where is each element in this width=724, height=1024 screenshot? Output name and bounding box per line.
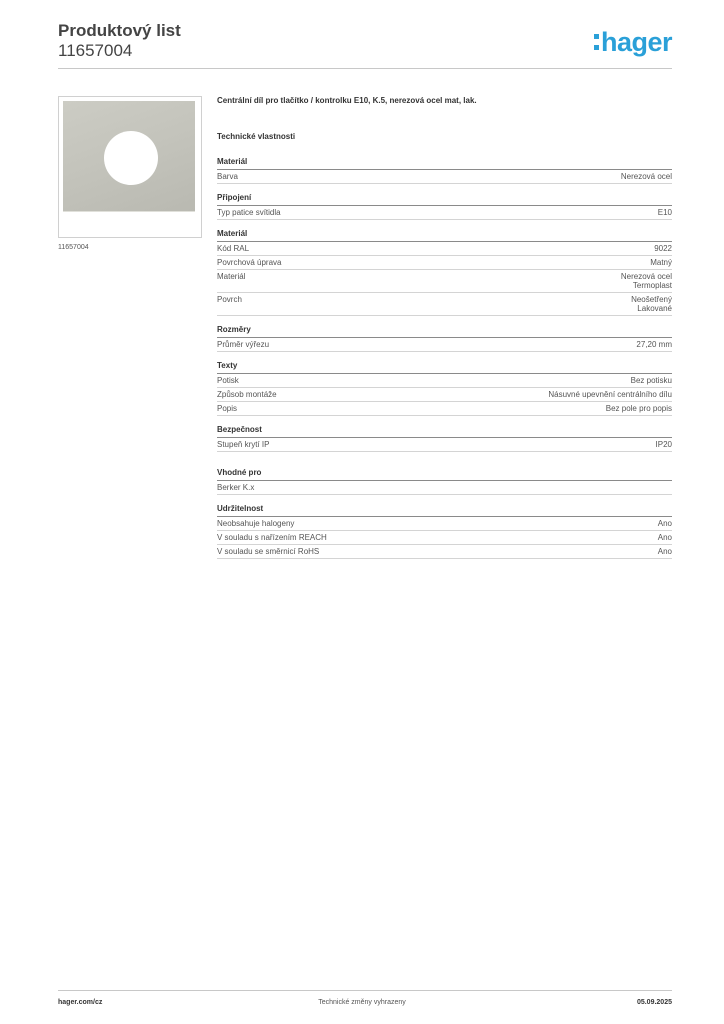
spec-value-line: Ano <box>657 519 672 528</box>
spec-label: Popis <box>217 404 238 413</box>
spec-value-line: Lakované <box>637 304 672 313</box>
spec-row <box>217 256 672 270</box>
spec-label: Povrch <box>217 295 242 304</box>
spec-row <box>217 545 672 559</box>
spec-value-line: Bez potisku <box>630 376 672 385</box>
section-heading: Materiál <box>217 229 672 242</box>
spec-row <box>217 438 672 452</box>
header-divider <box>58 68 672 69</box>
spec-value-line: Násuvné upevnění centrálního dílu <box>548 390 672 399</box>
spec-label: V souladu se směrnicí RoHS <box>217 547 320 556</box>
spec-section <box>217 504 672 559</box>
spec-value <box>658 533 672 542</box>
section-heading: Udržitelnost <box>217 504 672 517</box>
document-title: Produktový list <box>58 21 181 40</box>
spec-row <box>217 293 672 316</box>
specification-panel <box>217 96 672 568</box>
spec-value-line: Ano <box>657 547 672 556</box>
spec-value <box>650 258 672 267</box>
spec-label: Materiál <box>217 272 246 281</box>
spec-value-line: Nerezová ocel <box>620 172 672 181</box>
footer-disclaimer: Technické změny vyhrazeny <box>318 999 406 1006</box>
spec-section <box>217 425 672 452</box>
spec-row <box>217 517 672 531</box>
footer-website[interactable]: hager.com/cz <box>58 999 103 1006</box>
spec-value-line: Nerezová ocel <box>620 272 672 281</box>
spec-label: Průměr výřezu <box>217 340 270 349</box>
spec-value <box>631 376 672 385</box>
logo-colon-mark <box>594 34 599 50</box>
spec-value <box>654 244 672 253</box>
hager-logo[interactable] <box>594 28 672 56</box>
spec-value <box>621 272 672 290</box>
footer-divider <box>58 990 672 991</box>
spec-label: Kód RAL <box>217 244 250 253</box>
spec-value <box>621 172 672 181</box>
plate-hole <box>104 131 158 185</box>
spec-value-line: Neošetřený <box>631 295 672 304</box>
section-heading: Texty <box>217 361 672 374</box>
spec-value <box>658 519 672 528</box>
technical-properties-title: Technické vlastnosti <box>217 132 296 141</box>
product-number: 11657004 <box>58 41 133 60</box>
spec-row <box>217 270 672 293</box>
spec-value <box>631 295 672 313</box>
spec-section <box>217 157 672 184</box>
spec-row <box>217 206 672 220</box>
spec-label: Potisk <box>217 376 239 385</box>
section-heading: Rozměry <box>217 325 672 338</box>
spec-value-line: Bez pole pro popis <box>605 404 672 413</box>
spec-value-line: 27,20 mm <box>636 340 672 349</box>
section-heading: Materiál <box>217 157 672 170</box>
logo-text: hager <box>600 27 672 57</box>
spec-label: Stupeň krytí IP <box>217 440 270 449</box>
spec-value-line: IP20 <box>655 440 672 449</box>
spec-section <box>217 229 672 316</box>
spec-section <box>217 361 672 416</box>
document-header <box>58 21 181 61</box>
section-heading: Vhodné pro <box>217 468 672 481</box>
spec-label: Barva <box>217 172 238 181</box>
spec-row <box>217 388 672 402</box>
spec-row <box>217 374 672 388</box>
product-description: Centrální díl pro tlačítko / kontrolku E10, K.5, nerezová ocel mat, lak. <box>217 96 477 105</box>
spec-label: V souladu s nařízením REACH <box>217 533 327 542</box>
spec-row <box>217 242 672 256</box>
spec-value <box>658 547 672 556</box>
section-heading: Bezpečnost <box>217 425 672 438</box>
spec-sections <box>217 157 672 559</box>
spec-value <box>606 404 672 413</box>
cover-plate-picture <box>63 101 195 212</box>
spec-label: Způsob montáže <box>217 390 277 399</box>
spec-label: Povrchová úprava <box>217 258 282 267</box>
spec-value <box>636 340 672 349</box>
spec-value <box>658 208 672 217</box>
spec-value-line: Ano <box>657 533 672 542</box>
footer-date: 05.09.2025 <box>636 999 672 1006</box>
spec-section <box>217 468 672 495</box>
spec-row <box>217 338 672 352</box>
spec-value <box>656 440 672 449</box>
spec-section <box>217 325 672 352</box>
spec-value-line: Termoplast <box>632 281 672 290</box>
spec-row <box>217 481 672 495</box>
spec-row <box>217 170 672 184</box>
spec-section <box>217 193 672 220</box>
spec-value-line: Matný <box>650 258 672 267</box>
spec-row <box>217 402 672 416</box>
spec-value <box>548 390 672 399</box>
product-image <box>58 96 202 238</box>
spec-value-line: 9022 <box>654 244 672 253</box>
spec-label: Berker K.x <box>217 483 255 492</box>
spec-label: Typ patice svítidla <box>217 208 281 217</box>
spec-value-line: E10 <box>657 208 672 217</box>
section-heading: Připojení <box>217 193 672 206</box>
image-caption: 11657004 <box>58 244 89 251</box>
spec-label: Neobsahuje halogeny <box>217 519 295 528</box>
spec-row <box>217 531 672 545</box>
